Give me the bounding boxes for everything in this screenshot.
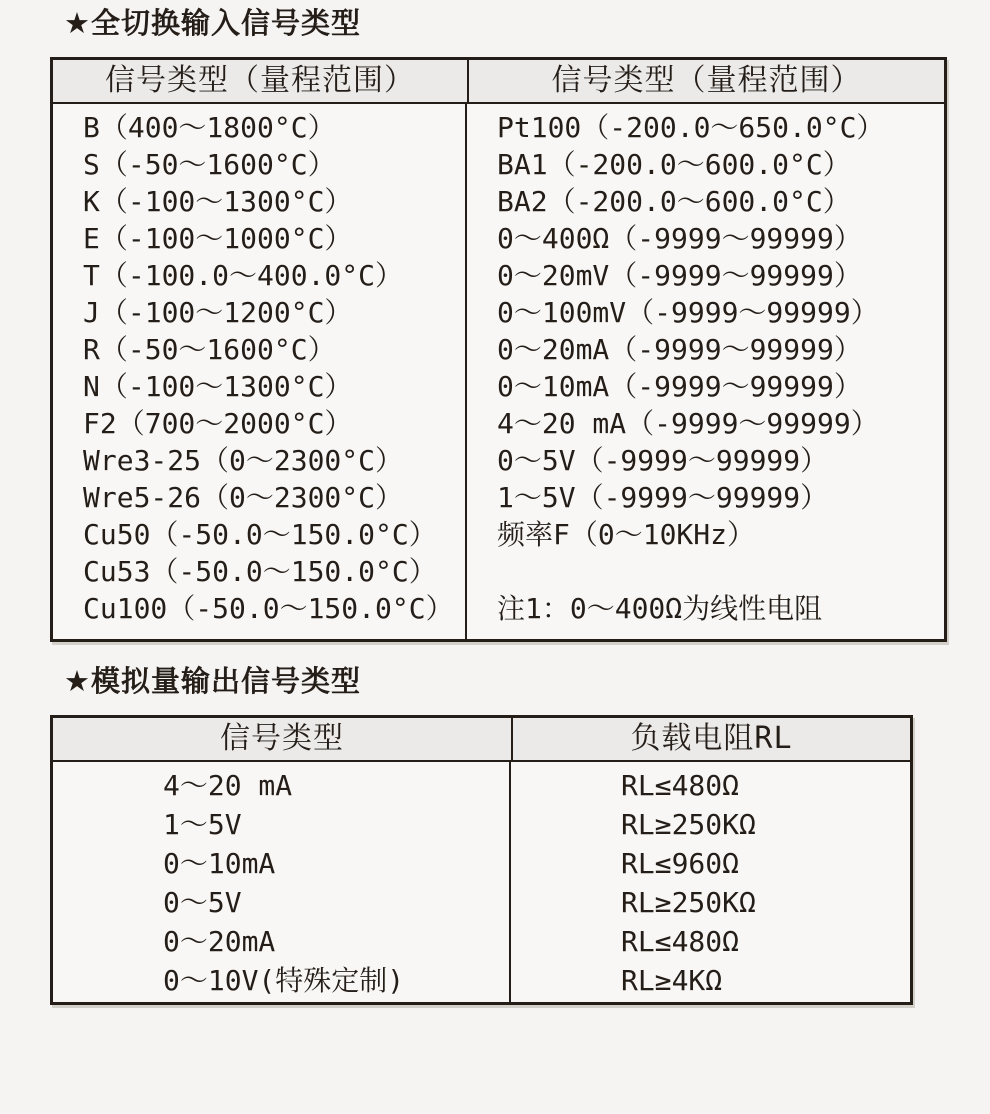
table-row: 注1：0～400Ω为线性电阻 [497,592,823,625]
table-row: Cu53（-50.0～150.0°C） [83,555,437,588]
signal-type-column-right [467,104,944,639]
table-row: 0～400Ω（-9999～99999） [497,222,862,255]
table-row: RL≥4KΩ [621,964,723,997]
table-row: S（-50～1600°C） [83,148,336,181]
output-signal-column [53,762,511,1002]
table-row: 1～5V（-9999～99999） [497,481,829,514]
table-body [53,762,910,1002]
table-header-row [53,718,910,762]
table-row: RL≤480Ω [621,769,740,802]
column-header-load-resistance: 负载电阻RL [630,721,793,756]
table-row: 4～20 mA（-9999～99999） [497,407,879,440]
table-row: Wre5-26（0～2300°C） [83,481,404,514]
table-row: 1～5V [163,808,242,841]
table-row: RL≥250KΩ [621,808,756,841]
table-row: 0～10mA（-9999～99999） [497,370,862,403]
table-row: BA2（-200.0～600.0°C） [497,185,851,218]
table-row: E（-100～1000°C） [83,222,353,255]
column-header-signal-type: 信号类型 [53,718,513,760]
table-row: T（-100.0～400.0°C） [83,259,404,292]
table-row: 0～5V [163,886,242,919]
table-row: 0～10mA [163,847,276,880]
table-row: 频率F（0～10KHz） [497,518,756,551]
table-row: J（-100～1200°C） [83,296,353,329]
table-row: Pt100（-200.0～650.0°C） [497,111,885,144]
column-header-signal-type-range-right: 信号类型（量程范围） [551,63,862,98]
table-row: Cu100（-50.0～150.0°C） [83,592,454,625]
table-row: RL≥250KΩ [621,886,756,919]
section-heading-input-signal-types: ★全切换输入信号类型 [64,6,361,40]
table-row: N（-100～1300°C） [83,370,353,403]
section-heading-analog-output-signal-types: ★模拟量输出信号类型 [64,664,361,698]
table-row: R（-50～1600°C） [83,333,336,366]
load-resistance-column [511,762,910,1002]
table-row: 0～5V（-9999～99999） [497,444,829,477]
table-row: 0～20mA（-9999～99999） [497,333,862,366]
table-row: Cu50（-50.0～150.0°C） [83,518,437,551]
signal-type-column-left [53,104,467,639]
input-signal-types-table [50,57,947,642]
table-row: 0～100mV（-9999～99999） [497,296,879,329]
table-row: BA1（-200.0～600.0°C） [497,148,851,181]
table-row: F2（700～2000°C） [83,407,353,440]
column-header-signal-type-range-left: 信号类型（量程范围） [53,60,469,102]
table-row: 4～20 mA [163,769,293,802]
table-row: B（400～1800°C） [83,111,336,144]
table-row: Wre3-25（0～2300°C） [83,444,404,477]
table-row: K（-100～1300°C） [83,185,353,218]
table-body [53,104,944,639]
analog-output-signal-types-table [50,715,913,1005]
table-row: RL≤480Ω [621,925,740,958]
table-row: 0～10V(特殊定制) [163,964,405,997]
table-row: 0～20mV（-9999～99999） [497,259,862,292]
table-row: RL≤960Ω [621,847,740,880]
table-header-row [53,60,944,104]
table-row [467,553,944,590]
table-row: 0～20mA [163,925,276,958]
